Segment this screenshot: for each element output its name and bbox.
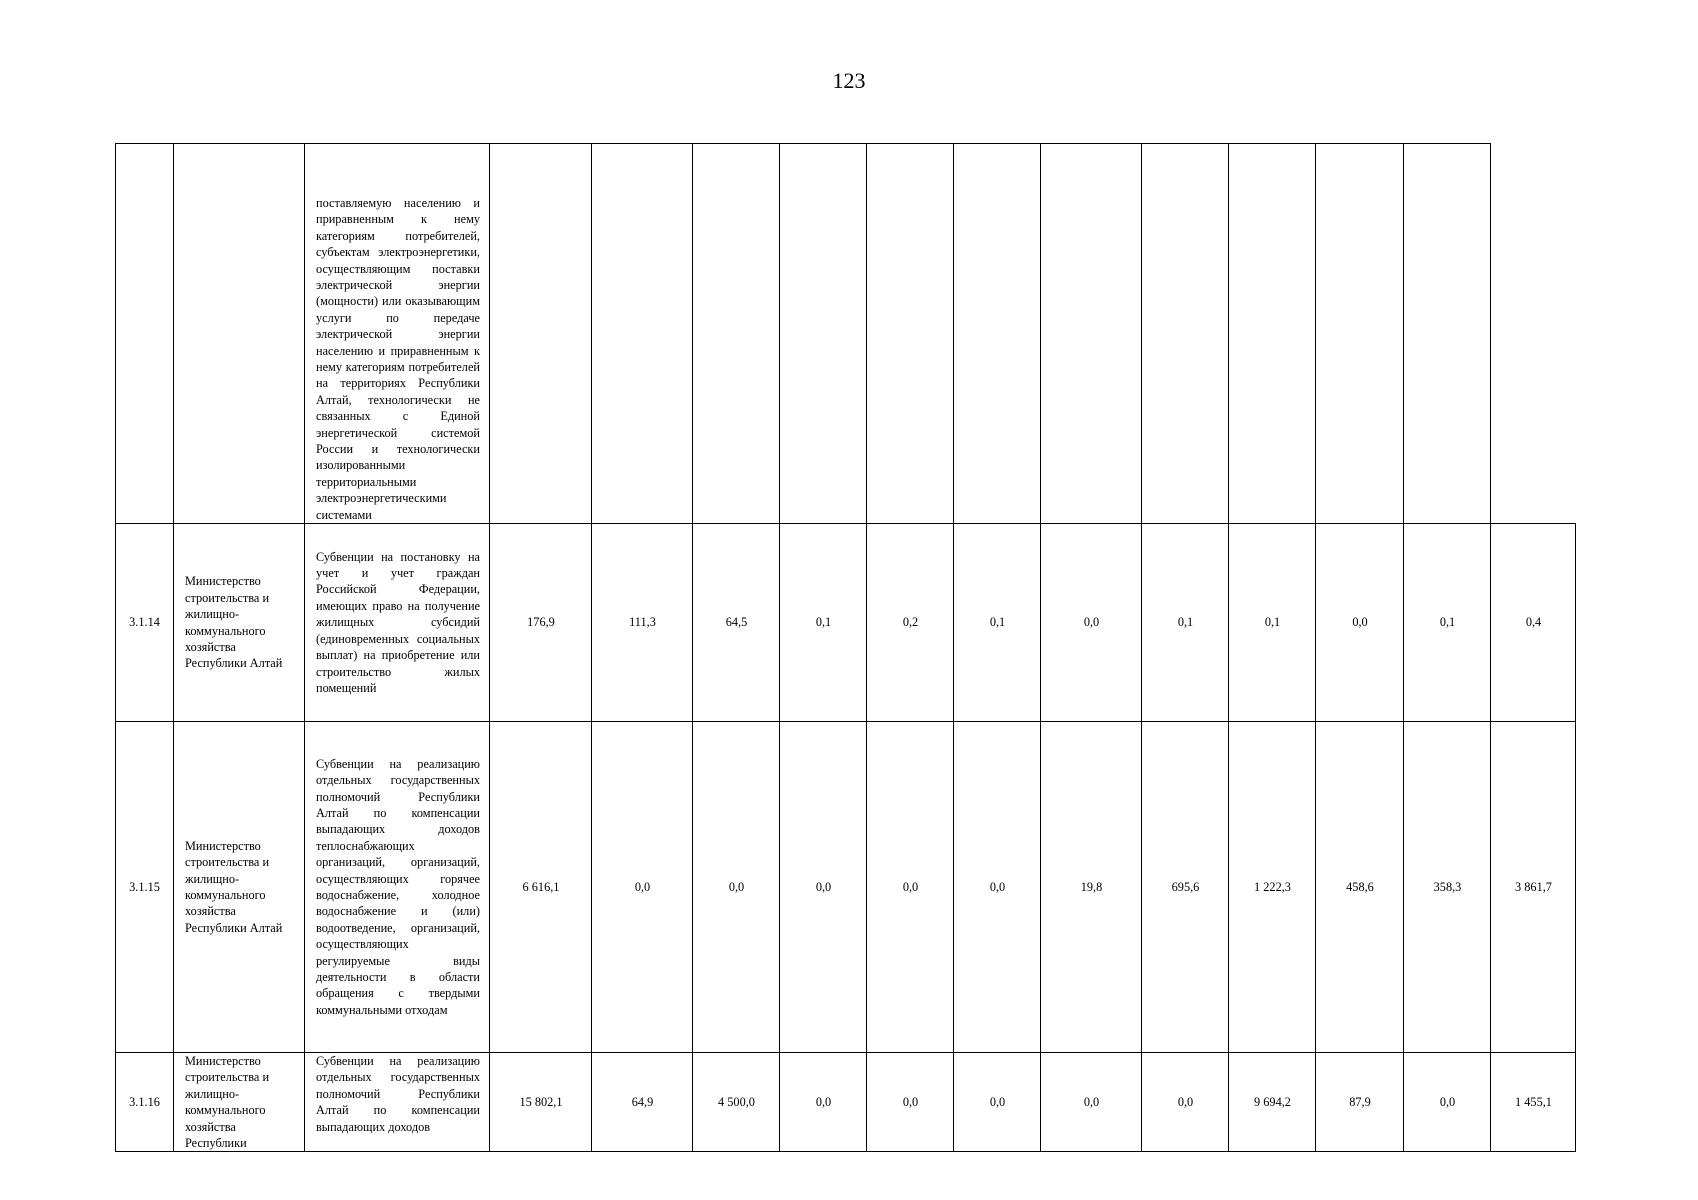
cell-value: 19,8: [1041, 722, 1142, 1053]
cell-code-empty: [116, 144, 174, 524]
cell-value-empty: [954, 144, 1041, 524]
cell-value: 0,0: [1041, 1053, 1142, 1152]
cell-description: поставляемую населению и приравненным к нему категориям потребителей, субъектам электроэнергетики, осуществляющим поставки электрической энергии (мощности) или оказывающим услуги по передаче электрической энергии населению и приравненным к нему категориям потребителей на территориях Республики Алтай, технологически не связанных с Единой энергетической системой России и технологически изолированными территориальными электроэнергетическими системами: [305, 144, 490, 524]
cell-value: 0,0: [1316, 524, 1404, 722]
cell-value: 0,1: [780, 524, 867, 722]
cell-value: 4 500,0: [693, 1053, 780, 1152]
cell-value: 0,0: [780, 1053, 867, 1152]
cell-organization: [174, 1053, 305, 1152]
table-row: [116, 1053, 1576, 1152]
cell-value: 0,4: [1491, 524, 1576, 722]
cell-organization-empty: [174, 144, 305, 524]
cell-code: 3.1.15: [116, 722, 174, 1053]
cell-description-text: Субвенции на реализацию отдельных государственных полномочий Республики Алтай по компенсации выпадающих доходов: [316, 1054, 480, 1134]
cell-value-empty: [1142, 144, 1229, 524]
cell-value: 0,1: [1229, 524, 1316, 722]
cell-value: 6 616,1: [490, 722, 592, 1053]
cell-value: 15 802,1: [490, 1053, 592, 1152]
cell-value: 0,0: [954, 722, 1041, 1053]
cell-value: 9 694,2: [1229, 1053, 1316, 1152]
cell-value: 0,0: [1404, 1053, 1491, 1152]
cell-value-empty: [1404, 144, 1491, 524]
cell-value: 64,5: [693, 524, 780, 722]
cell-value: 0,1: [954, 524, 1041, 722]
cell-value: 0,1: [1404, 524, 1491, 722]
cell-value-empty: [693, 144, 780, 524]
cell-value: 0,0: [867, 722, 954, 1053]
cell-value: 0,0: [592, 722, 693, 1053]
cell-value: 358,3: [1404, 722, 1491, 1053]
cell-value: 0,0: [867, 1053, 954, 1152]
cell-value: 0,2: [867, 524, 954, 722]
cell-value-empty: [1229, 144, 1316, 524]
cell-value: 87,9: [1316, 1053, 1404, 1152]
cell-value-empty: [780, 144, 867, 524]
cell-value: 0,0: [780, 722, 867, 1053]
cell-value: 0,1: [1142, 524, 1229, 722]
cell-organization-text: Министерство строительства и жилищно-коммунального хозяйства Республики: [185, 1054, 270, 1150]
table-row: [116, 722, 1576, 1053]
cell-value-empty: [592, 144, 693, 524]
cell-value: 0,0: [693, 722, 780, 1053]
cell-value: 0,0: [1041, 524, 1142, 722]
cell-value: 1 455,1: [1491, 1053, 1576, 1152]
cell-value-empty: [1041, 144, 1142, 524]
cell-value: 458,6: [1316, 722, 1404, 1053]
cell-description: Субвенции на реализацию отдельных государственных полномочий Республики Алтай по компенсации выпадающих доходов теплоснабжающих организаций, организаций, осуществляющих горячее водоснабжение, холодное водоснабжение и (или) водоотведение, организаций, осуществляющих регулируемые виды деятельности в области обращения с твердыми коммунальными отходам: [305, 722, 490, 1053]
cell-value-empty: [867, 144, 954, 524]
page-number: 123: [832, 68, 866, 93]
cell-code: 3.1.14: [116, 524, 174, 722]
cell-value-empty: [490, 144, 592, 524]
cell-value: 0,0: [1142, 1053, 1229, 1152]
cell-description: Субвенции на постановку на учет и учет граждан Российской Федерации, имеющих право на получение жилищных субсидий (единовременных социальных выплат) на приобретение или строительство жилых помещений: [305, 524, 490, 722]
cell-value-empty: [1316, 144, 1404, 524]
cell-value: 176,9: [490, 524, 592, 722]
table-row-continuation: [116, 144, 1576, 524]
cell-code: 3.1.16: [116, 1053, 174, 1152]
cell-description: [305, 1053, 490, 1152]
cell-value: 1 222,3: [1229, 722, 1316, 1053]
cell-value: 111,3: [592, 524, 693, 722]
cell-value: 64,9: [592, 1053, 693, 1152]
cell-value: 3 861,7: [1491, 722, 1576, 1053]
cell-value: 0,0: [954, 1053, 1041, 1152]
cell-organization: Министерство строительства и жилищно-коммунального хозяйства Республики Алтай: [174, 524, 305, 722]
table-row: [116, 524, 1576, 722]
budget-table: [115, 143, 1576, 1152]
cell-value: 695,6: [1142, 722, 1229, 1053]
cell-organization: Министерство строительства и жилищно-коммунального хозяйства Республики Алтай: [174, 722, 305, 1053]
